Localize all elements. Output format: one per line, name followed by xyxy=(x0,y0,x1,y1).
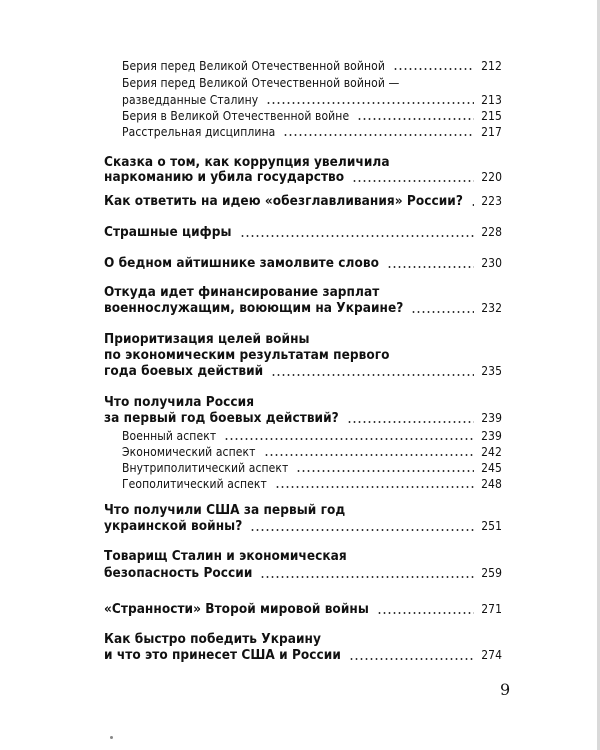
toc-chapter xyxy=(104,647,502,664)
toc-entry-page: 245 xyxy=(481,461,502,475)
toc-chapter xyxy=(104,565,502,582)
toc-chapter-title: Что получили США за первый год xyxy=(104,502,346,518)
toc-chapter-page: 274 xyxy=(481,648,502,662)
toc-entry-title: Экономический аспект xyxy=(122,445,256,459)
toc-chapter xyxy=(104,631,502,648)
toc-chapter xyxy=(104,169,502,186)
toc-entry-page: 212 xyxy=(481,59,502,73)
dot-leader xyxy=(349,658,474,660)
toc-chapter xyxy=(104,193,502,210)
toc-entry xyxy=(122,428,502,444)
toc-chapter xyxy=(104,255,502,272)
dot-leader xyxy=(250,529,474,531)
toc-chapter-title: и что это принесет США и России xyxy=(104,647,341,663)
toc-entry-title: Берия перед Великой Отечественной войной — xyxy=(122,76,400,90)
toc-chapter-title: О бедном айтишнике замолвите слово xyxy=(104,255,380,271)
toc-chapter-title: по экономическим результатам первого xyxy=(104,347,390,363)
toc-chapter xyxy=(104,601,502,618)
toc-entry-page: 213 xyxy=(481,93,502,107)
toc-chapter xyxy=(104,300,502,317)
toc-chapter xyxy=(104,284,502,301)
toc-chapter xyxy=(104,394,502,411)
toc-entry-title: Расстрельная дисциплина xyxy=(122,125,276,139)
dot-leader xyxy=(271,374,474,376)
dot-leader xyxy=(411,311,474,313)
toc-chapter xyxy=(104,410,502,427)
toc-entry xyxy=(122,92,502,108)
toc-entry xyxy=(122,460,502,476)
toc-chapter xyxy=(104,224,502,241)
toc-chapter-title: «Странности» Второй мировой войны xyxy=(104,601,369,617)
toc-entry-title: Берия в Великой Отечественной войне xyxy=(122,109,350,123)
dot-leader xyxy=(260,576,474,578)
toc-entry xyxy=(122,444,502,460)
toc-chapter xyxy=(104,548,502,565)
toc-chapter-page: 228 xyxy=(481,225,502,239)
dot-leader xyxy=(275,486,474,488)
toc-entry-title: Военный аспект xyxy=(122,429,217,443)
toc-entry-page: 217 xyxy=(481,125,502,139)
toc-entry-title: Геополитический аспект xyxy=(122,477,267,491)
page-number: 9 xyxy=(500,680,511,699)
toc-chapter-title: наркоманию и убила государство xyxy=(104,169,345,185)
paper-speck xyxy=(110,736,113,739)
dot-leader xyxy=(283,134,474,136)
toc-entry-page: 242 xyxy=(481,445,502,459)
toc-chapter-title: Как ответить на идею «обезглавливания» России? xyxy=(104,193,463,209)
dot-leader xyxy=(240,235,474,237)
toc-chapter-title: Как быстро победить Украину xyxy=(104,631,321,647)
toc-entry-page: 248 xyxy=(481,477,502,491)
toc-chapter-page: 235 xyxy=(481,364,502,378)
toc-entry-page: 215 xyxy=(481,109,502,123)
dot-leader xyxy=(357,118,474,120)
dot-leader xyxy=(296,470,474,472)
dot-leader xyxy=(471,204,474,206)
toc-chapter-title: безопасность России xyxy=(104,565,253,581)
toc-chapter-title: Товарищ Сталин и экономическая xyxy=(104,548,347,564)
toc-entry xyxy=(122,58,502,74)
toc-chapter-title: украинской войны? xyxy=(104,518,243,534)
toc-chapter xyxy=(104,518,502,535)
toc-entry-title: разведданные Сталину xyxy=(122,93,259,107)
toc-entry xyxy=(122,124,502,140)
dot-leader xyxy=(224,438,474,440)
toc-chapter-page: 223 xyxy=(481,194,502,208)
toc-chapter-title: Приоритизация целей войны xyxy=(104,331,310,347)
dot-leader xyxy=(347,421,474,423)
dot-leader xyxy=(352,180,474,182)
toc-chapter-page: 259 xyxy=(481,566,502,580)
dot-leader xyxy=(266,102,474,104)
toc-entry xyxy=(122,75,502,91)
toc-chapter-page: 239 xyxy=(481,411,502,425)
toc-entry-title: Берия перед Великой Отечественной войной xyxy=(122,59,385,73)
toc-chapter-title: Откуда идет финансирование зарплат xyxy=(104,284,380,300)
toc-chapter-page: 271 xyxy=(481,602,502,616)
toc-chapter-page: 232 xyxy=(481,301,502,315)
toc-chapter xyxy=(104,363,502,380)
toc-chapter-title: Что получила Россия xyxy=(104,394,255,410)
toc-chapter-page: 220 xyxy=(481,170,502,184)
dot-leader xyxy=(264,454,475,456)
toc-chapter-title: Страшные цифры xyxy=(104,224,232,240)
toc-chapter-title: за первый год боевых действий? xyxy=(104,410,339,426)
toc-entry-page: 239 xyxy=(481,429,502,443)
toc-entry xyxy=(122,108,502,124)
toc-entry xyxy=(122,476,502,492)
toc-chapter xyxy=(104,331,502,348)
toc-chapter xyxy=(104,502,502,519)
dot-leader xyxy=(377,612,474,614)
dot-leader xyxy=(393,68,474,70)
toc-chapter-page: 251 xyxy=(481,519,502,533)
dot-leader xyxy=(387,266,474,268)
toc-entry-title: Внутриполитический аспект xyxy=(122,461,289,475)
toc-chapter-title: года боевых действий xyxy=(104,363,264,379)
toc-chapter-title: Сказка о том, как коррупция увеличила xyxy=(104,154,390,170)
toc-chapter-title: военнослужащим, воюющим на Украине? xyxy=(104,300,404,316)
toc-chapter-page: 230 xyxy=(481,256,502,270)
toc-chapter xyxy=(104,347,502,364)
